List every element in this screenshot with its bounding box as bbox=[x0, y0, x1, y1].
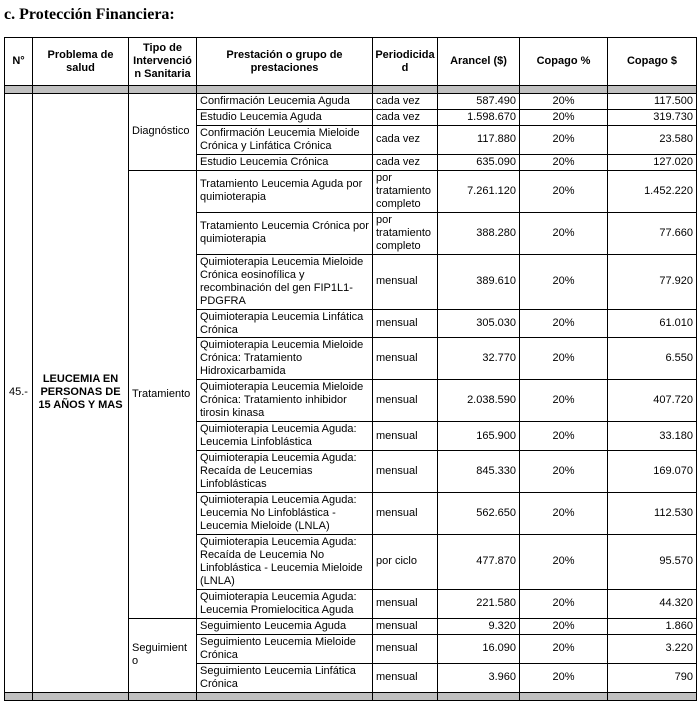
copago-pct-cell: 20% bbox=[520, 493, 608, 535]
copago-pct-cell: 20% bbox=[520, 663, 608, 692]
copago-cell: 407.720 bbox=[608, 380, 697, 422]
periodicidad-cell: por ciclo bbox=[373, 535, 438, 590]
copago-pct-cell: 20% bbox=[520, 535, 608, 590]
prestacion-cell: Estudio Leucemia Crónica bbox=[197, 154, 373, 170]
copago-pct-cell: 20% bbox=[520, 589, 608, 618]
copago-cell: 77.920 bbox=[608, 254, 697, 309]
copago-cell: 127.020 bbox=[608, 154, 697, 170]
copago-pct-cell: 20% bbox=[520, 254, 608, 309]
periodicidad-cell: mensual bbox=[373, 493, 438, 535]
copago-pct-cell: 20% bbox=[520, 125, 608, 154]
prestacion-cell: Confirmación Leucemia Mieloide Crónica y Linfática Crónica bbox=[197, 125, 373, 154]
prestacion-cell: Quimioterapia Leucemia Mieloide Crónica: Tratamiento inhibidor tirosin kinasa bbox=[197, 380, 373, 422]
prestacion-cell: Tratamiento Leucemia Crónica por quimioterapia bbox=[197, 212, 373, 254]
copago-pct-cell: 20% bbox=[520, 618, 608, 634]
arancel-cell: 16.090 bbox=[438, 634, 520, 663]
copago-pct-cell: 20% bbox=[520, 338, 608, 380]
row-number-cell: 45.- bbox=[5, 94, 33, 693]
prestacion-cell: Quimioterapia Leucemia Mieloide Crónica eosinofílica y recombinación del gen FIP1L1-PDGFRA bbox=[197, 254, 373, 309]
arancel-cell: 7.261.120 bbox=[438, 170, 520, 212]
arancel-cell: 477.870 bbox=[438, 535, 520, 590]
periodicidad-cell: mensual bbox=[373, 618, 438, 634]
copago-cell: 169.070 bbox=[608, 451, 697, 493]
spacer-cell bbox=[5, 86, 33, 94]
arancel-cell: 305.030 bbox=[438, 309, 520, 338]
spacer-cell bbox=[373, 86, 438, 94]
arancel-cell: 32.770 bbox=[438, 338, 520, 380]
copago-pct-cell: 20% bbox=[520, 212, 608, 254]
header-periodicidad: Periodicidad bbox=[373, 38, 438, 86]
spacer-cell bbox=[438, 86, 520, 94]
copago-cell: 790 bbox=[608, 663, 697, 692]
header-copago-s: Copago $ bbox=[608, 38, 697, 86]
prestacion-cell: Estudio Leucemia Aguda bbox=[197, 109, 373, 125]
spacer-cell bbox=[129, 86, 197, 94]
arancel-cell: 221.580 bbox=[438, 589, 520, 618]
copago-pct-cell: 20% bbox=[520, 309, 608, 338]
spacer-cell bbox=[33, 86, 129, 94]
prestacion-cell: Quimioterapia Leucemia Aguda: Recaída de Leucemia No Linfoblástica - Leucemia Mieloide (LNLA) bbox=[197, 535, 373, 590]
spacer-cell bbox=[197, 86, 373, 94]
prestacion-cell: Quimioterapia Leucemia Aguda: Leucemia No Linfoblástica - Leucemia Mieloide (LNLA) bbox=[197, 493, 373, 535]
arancel-cell: 117.880 bbox=[438, 125, 520, 154]
header-copago-pct: Copago % bbox=[520, 38, 608, 86]
prestacion-cell: Seguimiento Leucemia Aguda bbox=[197, 618, 373, 634]
header-row bbox=[5, 38, 697, 86]
copago-pct-cell: 20% bbox=[520, 94, 608, 110]
prestacion-cell: Quimioterapia Leucemia Aguda: Leucemia Promielocitica Aguda bbox=[197, 589, 373, 618]
periodicidad-cell: mensual bbox=[373, 254, 438, 309]
spacer-cell bbox=[438, 692, 520, 700]
copago-cell: 3.220 bbox=[608, 634, 697, 663]
periodicidad-cell: cada vez bbox=[373, 154, 438, 170]
copago-cell: 44.320 bbox=[608, 589, 697, 618]
spacer-cell bbox=[520, 692, 608, 700]
spacer-cell bbox=[5, 692, 33, 700]
periodicidad-cell: por tratamiento completo bbox=[373, 170, 438, 212]
copago-cell: 61.010 bbox=[608, 309, 697, 338]
copago-cell: 23.580 bbox=[608, 125, 697, 154]
prestacion-cell: Quimioterapia Leucemia Aguda: Leucemia Linfoblástica bbox=[197, 422, 373, 451]
arancel-cell: 388.280 bbox=[438, 212, 520, 254]
periodicidad-cell: mensual bbox=[373, 634, 438, 663]
copago-cell: 1.860 bbox=[608, 618, 697, 634]
arancel-cell: 587.490 bbox=[438, 94, 520, 110]
header-tipo: Tipo de Intervención Sanitaria bbox=[129, 38, 197, 86]
copago-cell: 95.570 bbox=[608, 535, 697, 590]
periodicidad-cell: mensual bbox=[373, 422, 438, 451]
spacer-row-bottom bbox=[5, 692, 697, 700]
copago-pct-cell: 20% bbox=[520, 380, 608, 422]
arancel-cell: 389.610 bbox=[438, 254, 520, 309]
prestacion-cell: Tratamiento Leucemia Aguda por quimioterapia bbox=[197, 170, 373, 212]
copago-cell: 33.180 bbox=[608, 422, 697, 451]
problema-cell: LEUCEMIA EN PERSONAS DE 15 AÑOS Y MAS bbox=[33, 94, 129, 693]
copago-cell: 112.530 bbox=[608, 493, 697, 535]
copago-pct-cell: 20% bbox=[520, 451, 608, 493]
periodicidad-cell: cada vez bbox=[373, 109, 438, 125]
periodicidad-cell: cada vez bbox=[373, 125, 438, 154]
copago-cell: 77.660 bbox=[608, 212, 697, 254]
header-prestacion: Prestación o grupo de prestaciones bbox=[197, 38, 373, 86]
prestacion-cell: Confirmación Leucemia Aguda bbox=[197, 94, 373, 110]
financial-protection-table bbox=[4, 37, 697, 701]
spacer-row-top bbox=[5, 86, 697, 94]
spacer-cell bbox=[608, 692, 697, 700]
spacer-cell bbox=[33, 692, 129, 700]
header-num: N° bbox=[5, 38, 33, 86]
copago-cell: 6.550 bbox=[608, 338, 697, 380]
copago-pct-cell: 20% bbox=[520, 422, 608, 451]
page-title: c. Protección Financiera: bbox=[4, 6, 175, 23]
periodicidad-cell: mensual bbox=[373, 309, 438, 338]
arancel-cell: 562.650 bbox=[438, 493, 520, 535]
spacer-cell bbox=[129, 692, 197, 700]
spacer-cell bbox=[520, 86, 608, 94]
arancel-cell: 165.900 bbox=[438, 422, 520, 451]
spacer-cell bbox=[197, 692, 373, 700]
prestacion-cell: Quimioterapia Leucemia Linfática Crónica bbox=[197, 309, 373, 338]
prestacion-cell: Quimioterapia Leucemia Aguda: Recaída de Leucemias Linfoblásticas bbox=[197, 451, 373, 493]
arancel-cell: 9.320 bbox=[438, 618, 520, 634]
copago-cell: 319.730 bbox=[608, 109, 697, 125]
tipo-tratamiento-cell: Tratamiento bbox=[129, 170, 197, 618]
tipo-seguimiento-cell: Seguimiento bbox=[129, 618, 197, 692]
header-arancel: Arancel ($) bbox=[438, 38, 520, 86]
table-row bbox=[5, 94, 697, 110]
spacer-cell bbox=[608, 86, 697, 94]
periodicidad-cell: mensual bbox=[373, 338, 438, 380]
prestacion-cell: Quimioterapia Leucemia Mieloide Crónica: Tratamiento Hidroxicarbamida bbox=[197, 338, 373, 380]
copago-cell: 1.452.220 bbox=[608, 170, 697, 212]
prestacion-cell: Seguimiento Leucemia Mieloide Crónica bbox=[197, 634, 373, 663]
periodicidad-cell: cada vez bbox=[373, 94, 438, 110]
periodicidad-cell: mensual bbox=[373, 663, 438, 692]
arancel-cell: 635.090 bbox=[438, 154, 520, 170]
arancel-cell: 1.598.670 bbox=[438, 109, 520, 125]
periodicidad-cell: por tratamiento completo bbox=[373, 212, 438, 254]
copago-pct-cell: 20% bbox=[520, 154, 608, 170]
copago-cell: 117.500 bbox=[608, 94, 697, 110]
arancel-cell: 845.330 bbox=[438, 451, 520, 493]
copago-pct-cell: 20% bbox=[520, 109, 608, 125]
arancel-cell: 2.038.590 bbox=[438, 380, 520, 422]
copago-pct-cell: 20% bbox=[520, 170, 608, 212]
spacer-cell bbox=[373, 692, 438, 700]
periodicidad-cell: mensual bbox=[373, 589, 438, 618]
arancel-cell: 3.960 bbox=[438, 663, 520, 692]
header-problema: Problema de salud bbox=[33, 38, 129, 86]
periodicidad-cell: mensual bbox=[373, 380, 438, 422]
tipo-diagnostico-cell: Diagnóstico bbox=[129, 94, 197, 171]
prestacion-cell: Seguimiento Leucemia Linfática Crónica bbox=[197, 663, 373, 692]
copago-pct-cell: 20% bbox=[520, 634, 608, 663]
periodicidad-cell: mensual bbox=[373, 451, 438, 493]
